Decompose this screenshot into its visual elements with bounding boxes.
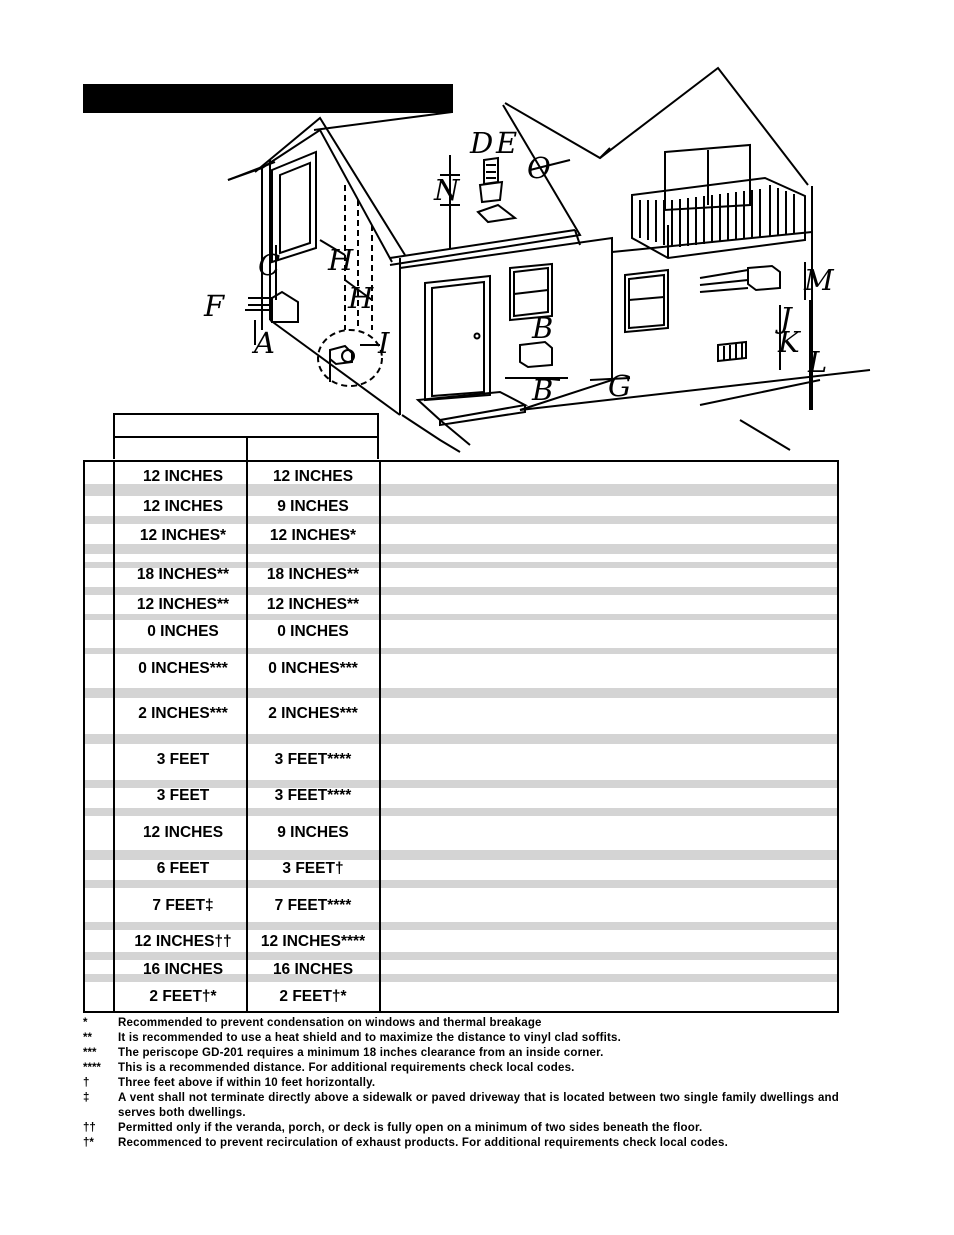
footnote-text: It is recommended to use a heat shield and to maximize the distance to vinyl clad soffits. xyxy=(118,1032,622,1044)
footnote-symbol: * xyxy=(83,1017,88,1029)
label-a: A xyxy=(254,326,275,360)
row-stripe xyxy=(85,614,837,620)
footnotes xyxy=(83,1016,839,1151)
table-cell-col1: 12 INCHES xyxy=(142,468,224,485)
table-cell-col2: 2 FEET†* xyxy=(279,988,347,1005)
table-cell-col1: 12 INCHES* xyxy=(139,527,227,544)
label-g: G xyxy=(608,369,632,403)
table-cell-col2: 0 INCHES xyxy=(277,623,349,640)
row-stripe xyxy=(85,587,837,595)
label-c: C xyxy=(258,248,281,282)
table-cell-col2: 12 INCHES* xyxy=(269,527,357,544)
label-k: K xyxy=(778,325,800,359)
diagram-labels xyxy=(0,0,954,460)
table-cell-col1: 6 FEET xyxy=(156,860,210,877)
table-cell-col2: 7 FEET**** xyxy=(274,897,352,914)
footnote-text: A vent shall not terminate directly above a sidewalk or paved driveway that is located between two single family dwellings and serves both dwellings. xyxy=(118,1092,839,1119)
table-cell-col2: 18 INCHES** xyxy=(266,566,360,583)
label-b-lower: B xyxy=(532,373,554,407)
row-stripe xyxy=(85,544,837,554)
table-cell-col1: 2 FEET†* xyxy=(149,988,217,1005)
table-cell-col1: 0 INCHES*** xyxy=(138,660,228,677)
table-cell-col2: 9 INCHES xyxy=(277,498,349,515)
label-m: M xyxy=(804,263,834,297)
footnote-text: The periscope GD-201 requires a minimum 18 inches clearance from an inside corner. xyxy=(118,1047,604,1059)
footnote xyxy=(83,1046,839,1061)
label-o: O xyxy=(527,151,551,185)
table-cell-col1: 12 INCHES** xyxy=(136,596,230,613)
label-b-upper: B xyxy=(532,311,554,345)
label-n: N xyxy=(434,173,460,207)
table-cell-col2: 3 FEET† xyxy=(282,860,344,877)
table-cell-col1: 3 FEET xyxy=(156,787,210,804)
footnote-symbol: *** xyxy=(83,1047,97,1059)
table-cell-col1: 0 INCHES xyxy=(147,623,219,640)
footnote-symbol: †* xyxy=(83,1137,94,1149)
footnote-symbol: † xyxy=(83,1077,90,1089)
row-stripe xyxy=(85,688,837,698)
table-cell-col1: 18 INCHES** xyxy=(136,566,230,583)
footnote xyxy=(83,1016,839,1031)
footnote xyxy=(83,1076,839,1091)
row-stripe xyxy=(85,922,837,930)
row-stripe xyxy=(85,850,837,860)
table-cell-col2: 16 INCHES xyxy=(272,961,354,978)
column-line xyxy=(379,462,381,1011)
table-cell-col2: 3 FEET**** xyxy=(274,787,352,804)
column-line xyxy=(113,462,115,1011)
row-stripe xyxy=(85,952,837,960)
footnote xyxy=(83,1061,839,1076)
label-d: D xyxy=(470,126,494,160)
table-cell-col1: 12 INCHES xyxy=(142,498,224,515)
table-cell-col2: 0 INCHES*** xyxy=(268,660,358,677)
footnote xyxy=(83,1136,839,1151)
table-cell-col2: 12 INCHES**** xyxy=(260,933,366,950)
label-f: F xyxy=(204,289,225,323)
table-cell-col2: 12 INCHES** xyxy=(266,596,360,613)
footnote-text: Recommenced to prevent recirculation of exhaust products. For additional requirements check local codes. xyxy=(118,1137,729,1149)
row-stripe xyxy=(85,516,837,524)
column-header-separator xyxy=(246,436,248,461)
table-cell-col1: 2 INCHES*** xyxy=(138,705,228,722)
footnote-text: This is a recommended distance. For additional requirements check local codes. xyxy=(118,1062,575,1074)
footnote xyxy=(83,1091,839,1121)
footnote-symbol: ‡ xyxy=(83,1092,90,1104)
label-j: J xyxy=(780,301,792,335)
table-cell-col2: 3 FEET**** xyxy=(274,751,352,768)
footnote-text: Permitted only if the veranda, porch, or deck is fully open on a minimum of two sides beneath the floor. xyxy=(118,1122,703,1134)
table-cell-col2: 9 INCHES xyxy=(277,824,349,841)
table-cell-col1: 12 INCHES xyxy=(142,824,224,841)
table-cell-col2: 2 INCHES*** xyxy=(268,705,358,722)
footnote-symbol: †† xyxy=(83,1122,96,1134)
row-stripe xyxy=(85,648,837,654)
table-cell-col1: 3 FEET xyxy=(156,751,210,768)
footnote-symbol: **** xyxy=(83,1062,101,1074)
label-h-upper: H xyxy=(328,243,354,277)
table-cell-col1: 7 FEET‡ xyxy=(152,897,214,914)
label-e: E xyxy=(496,126,518,160)
row-stripe xyxy=(85,808,837,816)
table-cell-col1: 16 INCHES xyxy=(142,961,224,978)
row-stripe xyxy=(85,880,837,888)
footnote xyxy=(83,1121,839,1136)
footnote-symbol: ** xyxy=(83,1032,92,1044)
label-h-lower: H xyxy=(348,281,374,315)
label-l: L xyxy=(808,345,828,379)
table-cell-col2: 12 INCHES xyxy=(272,468,354,485)
footnote xyxy=(83,1031,839,1046)
footnote-text: Recommended to prevent condensation on windows and thermal breakage xyxy=(118,1017,542,1029)
footnote-text: Three feet above if within 10 feet horizontally. xyxy=(118,1077,376,1089)
row-stripe xyxy=(85,734,837,744)
label-i: I xyxy=(378,326,390,360)
table-cell-col1: 12 INCHES†† xyxy=(134,933,232,950)
